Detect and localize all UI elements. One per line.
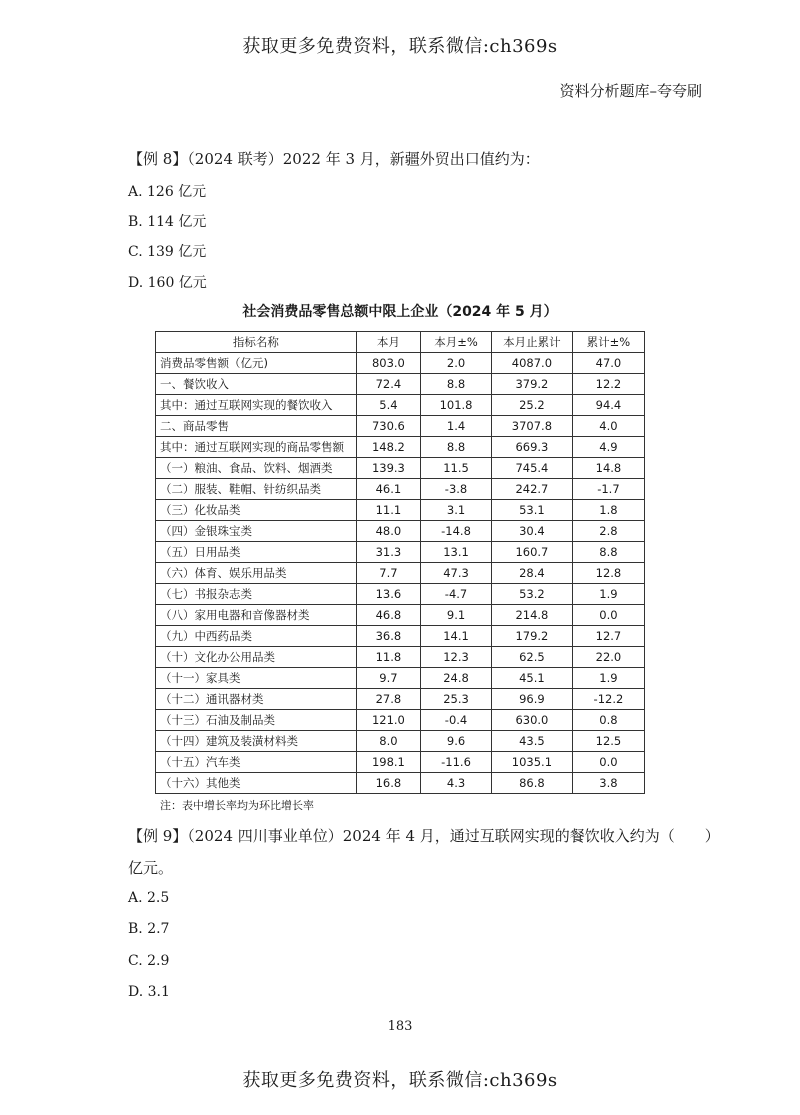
- indicator-name-cell: （十二）通讯器材类: [156, 689, 357, 710]
- value-cell: 8.8: [421, 437, 492, 458]
- table-title: 社会消费品零售总额中限上企业（2024 年 5 月）: [242, 304, 558, 320]
- value-cell: 12.2: [572, 374, 644, 395]
- table-row: [156, 458, 645, 479]
- indicator-name-cell: （十一）家具类: [156, 668, 357, 689]
- value-cell: 16.8: [356, 773, 420, 794]
- value-cell: 4.3: [421, 773, 492, 794]
- value-cell: 13.1: [421, 542, 492, 563]
- table-row: [156, 353, 645, 374]
- table-row: [156, 689, 645, 710]
- bottom-banner: 获取更多免费资料，联系微信:ch369s: [242, 1070, 558, 1091]
- value-cell: 5.4: [356, 395, 420, 416]
- value-cell: 121.0: [356, 710, 420, 731]
- value-cell: -1.7: [572, 479, 644, 500]
- value-cell: 198.1: [356, 752, 420, 773]
- value-cell: 72.4: [356, 374, 420, 395]
- table-row: [156, 584, 645, 605]
- value-cell: 3.1: [421, 500, 492, 521]
- value-cell: 36.8: [356, 626, 420, 647]
- question-8-option-d: D. 160 亿元: [128, 275, 207, 291]
- value-cell: 11.1: [356, 500, 420, 521]
- value-cell: 12.8: [572, 563, 644, 584]
- indicator-name-cell: （三）化妆品类: [156, 500, 357, 521]
- value-cell: 94.4: [572, 395, 644, 416]
- value-cell: 8.8: [572, 542, 644, 563]
- indicator-name-cell: （十三）石油及制品类: [156, 710, 357, 731]
- value-cell: 1.4: [421, 416, 492, 437]
- indicator-name-cell: （十五）汽车类: [156, 752, 357, 773]
- indicator-name-cell: （十六）其他类: [156, 773, 357, 794]
- value-cell: 101.8: [421, 395, 492, 416]
- table-row: [156, 542, 645, 563]
- table-row: [156, 500, 645, 521]
- table-row: [156, 626, 645, 647]
- value-cell: 22.0: [572, 647, 644, 668]
- value-cell: 24.8: [421, 668, 492, 689]
- indicator-name-cell: （一）粮油、食品、饮料、烟酒类: [156, 458, 357, 479]
- value-cell: 160.7: [491, 542, 572, 563]
- value-cell: 1.8: [572, 500, 644, 521]
- column-header: 本月止累计: [491, 332, 572, 353]
- indicator-name-cell: 其中：通过互联网实现的餐饮收入: [156, 395, 357, 416]
- value-cell: 45.1: [491, 668, 572, 689]
- value-cell: 12.3: [421, 647, 492, 668]
- value-cell: 4.9: [572, 437, 644, 458]
- retail-sales-table: [155, 331, 645, 794]
- indicator-name-cell: 一、餐饮收入: [156, 374, 357, 395]
- value-cell: 139.3: [356, 458, 420, 479]
- table-row: [156, 668, 645, 689]
- value-cell: 53.2: [491, 584, 572, 605]
- value-cell: 630.0: [491, 710, 572, 731]
- value-cell: 7.7: [356, 563, 420, 584]
- question-9-option-b: B. 2.7: [128, 921, 170, 937]
- value-cell: -4.7: [421, 584, 492, 605]
- value-cell: 2.8: [572, 521, 644, 542]
- top-banner: 获取更多免费资料，联系微信:ch369s: [242, 36, 558, 57]
- question-9-stem-line-1: 【例 9】（2024 四川事业单位）2024 年 4 月，通过互联网实现的餐饮收入约为（ ）: [128, 827, 720, 845]
- value-cell: 242.7: [491, 479, 572, 500]
- value-cell: 379.2: [491, 374, 572, 395]
- table-row: [156, 605, 645, 626]
- value-cell: -3.8: [421, 479, 492, 500]
- value-cell: -14.8: [421, 521, 492, 542]
- table-row: [156, 395, 645, 416]
- value-cell: 1035.1: [491, 752, 572, 773]
- table-row: [156, 731, 645, 752]
- value-cell: 669.3: [491, 437, 572, 458]
- value-cell: 3707.8: [491, 416, 572, 437]
- table-row: [156, 479, 645, 500]
- value-cell: 48.0: [356, 521, 420, 542]
- value-cell: 96.9: [491, 689, 572, 710]
- question-8-option-a: A. 126 亿元: [128, 184, 207, 200]
- indicator-name-cell: （十四）建筑及装潢材料类: [156, 731, 357, 752]
- indicator-name-cell: （五）日用品类: [156, 542, 357, 563]
- value-cell: 1.9: [572, 584, 644, 605]
- column-header: 本月±%: [421, 332, 492, 353]
- question-9-option-d: D. 3.1: [128, 984, 170, 1000]
- indicator-name-cell: （六）体育、娱乐用品类: [156, 563, 357, 584]
- table-row: [156, 647, 645, 668]
- indicator-name-cell: （七）书报杂志类: [156, 584, 357, 605]
- indicator-name-cell: 其中：通过互联网实现的商品零售额: [156, 437, 357, 458]
- value-cell: 14.8: [572, 458, 644, 479]
- value-cell: 8.0: [356, 731, 420, 752]
- value-cell: 12.5: [572, 731, 644, 752]
- value-cell: 28.4: [491, 563, 572, 584]
- indicator-name-cell: （八）家用电器和音像器材类: [156, 605, 357, 626]
- value-cell: 11.5: [421, 458, 492, 479]
- value-cell: 12.7: [572, 626, 644, 647]
- value-cell: 47.0: [572, 353, 644, 374]
- indicator-name-cell: （二）服装、鞋帽、针纺织品类: [156, 479, 357, 500]
- table-row: [156, 521, 645, 542]
- value-cell: 803.0: [356, 353, 420, 374]
- table-note: 注：表中增长率均为环比增长率: [160, 799, 314, 812]
- value-cell: 31.3: [356, 542, 420, 563]
- value-cell: 43.5: [491, 731, 572, 752]
- value-cell: 46.8: [356, 605, 420, 626]
- table-row: [156, 563, 645, 584]
- column-header: 累计±%: [572, 332, 644, 353]
- value-cell: 25.3: [421, 689, 492, 710]
- value-cell: 11.8: [356, 647, 420, 668]
- question-8-option-c: C. 139 亿元: [128, 244, 207, 260]
- table-row: [156, 710, 645, 731]
- table-row: [156, 416, 645, 437]
- column-header: 指标名称: [156, 332, 357, 353]
- value-cell: 46.1: [356, 479, 420, 500]
- value-cell: 4.0: [572, 416, 644, 437]
- question-9-option-c: C. 2.9: [128, 953, 170, 969]
- value-cell: 9.6: [421, 731, 492, 752]
- column-header: 本月: [356, 332, 420, 353]
- value-cell: 0.0: [572, 605, 644, 626]
- table-row: [156, 374, 645, 395]
- value-cell: 8.8: [421, 374, 492, 395]
- value-cell: 13.6: [356, 584, 420, 605]
- page-subtitle: 资料分析题库–夸夸刷: [559, 82, 702, 100]
- value-cell: 47.3: [421, 563, 492, 584]
- value-cell: 1.9: [572, 668, 644, 689]
- table-body: [156, 353, 645, 794]
- value-cell: -0.4: [421, 710, 492, 731]
- value-cell: 14.1: [421, 626, 492, 647]
- value-cell: 62.5: [491, 647, 572, 668]
- value-cell: -11.6: [421, 752, 492, 773]
- value-cell: 53.1: [491, 500, 572, 521]
- value-cell: 86.8: [491, 773, 572, 794]
- value-cell: 179.2: [491, 626, 572, 647]
- value-cell: 9.7: [356, 668, 420, 689]
- value-cell: 27.8: [356, 689, 420, 710]
- page-number: 183: [387, 1019, 413, 1034]
- value-cell: 9.1: [421, 605, 492, 626]
- question-9-option-a: A. 2.5: [128, 890, 170, 906]
- question-8-option-b: B. 114 亿元: [128, 214, 207, 230]
- table-row: [156, 773, 645, 794]
- indicator-name-cell: （十）文化办公用品类: [156, 647, 357, 668]
- question-8-stem: 【例 8】（2024 联考）2022 年 3 月，新疆外贸出口值约为：: [128, 150, 540, 168]
- value-cell: 4087.0: [491, 353, 572, 374]
- value-cell: 0.0: [572, 752, 644, 773]
- table-row: [156, 752, 645, 773]
- indicator-name-cell: （九）中西药品类: [156, 626, 357, 647]
- value-cell: -12.2: [572, 689, 644, 710]
- value-cell: 25.2: [491, 395, 572, 416]
- indicator-name-cell: 消费品零售额（亿元): [156, 353, 357, 374]
- value-cell: 148.2: [356, 437, 420, 458]
- value-cell: 0.8: [572, 710, 644, 731]
- indicator-name-cell: 二、商品零售: [156, 416, 357, 437]
- table-header-row: [156, 332, 645, 353]
- indicator-name-cell: （四）金银珠宝类: [156, 521, 357, 542]
- value-cell: 3.8: [572, 773, 644, 794]
- question-9-stem-line-2: 亿元。: [128, 859, 174, 877]
- table-row: [156, 437, 645, 458]
- value-cell: 745.4: [491, 458, 572, 479]
- value-cell: 730.6: [356, 416, 420, 437]
- value-cell: 214.8: [491, 605, 572, 626]
- value-cell: 30.4: [491, 521, 572, 542]
- value-cell: 2.0: [421, 353, 492, 374]
